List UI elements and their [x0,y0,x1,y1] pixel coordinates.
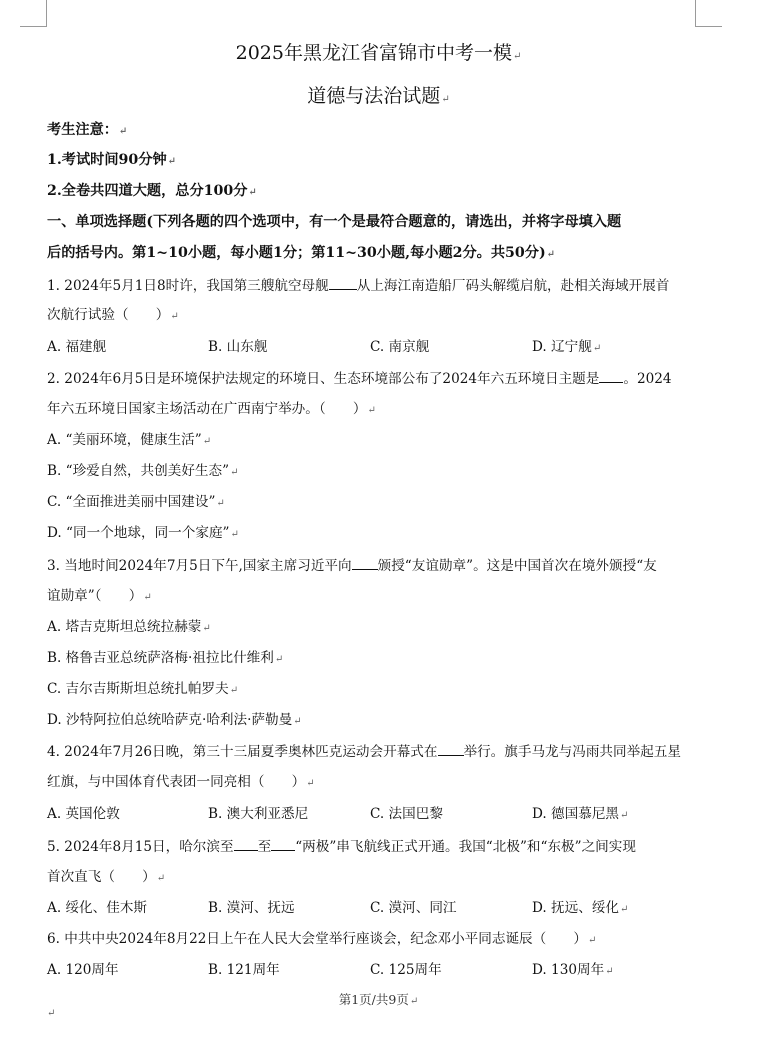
paragraph-mark-icon: ↵ [546,249,556,260]
question-option: A. 福建舰 [47,339,107,355]
paragraph-mark-icon: ↵ [274,654,284,665]
question-option: B. 山东舰 [208,339,268,355]
question-stem: 2. 2024年6月5日是环境保护法规定的环境日、生态环境部公布了2024年六五环境日主题是 。2024 [47,368,672,389]
answer-blank [234,836,258,851]
question-option: D. 辽宁舰↵ [532,339,602,355]
paragraph-mark-icon: ↵ [118,126,128,137]
page-title: 2025年黑龙江省富锦市中考一模↵ [235,42,522,64]
paragraph-mark-icon: ↵ [202,623,211,634]
question-option: A. 英国伦敦 [47,806,120,822]
paragraph-mark-icon: ↵ [409,996,419,1007]
section-instruction: 后的括号内。第1~10小题，每小题1分；第11~30小题,每小题2分。共50分)↵ [47,245,556,261]
question-option: C. 南京舰 [370,339,430,355]
paragraph-mark-icon: ↵ [47,1008,56,1019]
paragraph-mark-icon: ↵ [306,778,315,789]
question-stem: 1. 2024年5月1日8时许，我国第三艘航空母舰 从上海江南造船厂码头解缆启航，赴相关海域开展首 [47,275,669,296]
page-corner-top-right [695,0,722,27]
question-stem: 年六五环境日国家主场活动在广西南宁举办。（ ）↵ [47,401,376,417]
notice-heading: 考生注意：↵ [47,122,128,138]
paragraph-mark-icon: ↵ [441,94,450,105]
paragraph-mark-icon: ↵ [170,311,179,322]
paragraph-mark-icon: ↵ [202,436,212,447]
question-option: C. 125周年 [370,962,442,978]
notice-item: 1.考试时间90分钟↵ [47,152,177,168]
question-option: B. 121周年 [208,962,280,978]
question-stem: 次航行试验（ ）↵ [47,307,179,323]
paragraph-mark-icon: ↵ [230,529,239,540]
paragraph-mark-icon: ↵ [229,685,239,696]
question-option: D. 德国慕尼黑↵ [532,806,629,822]
question-option: C. 法国巴黎 [370,806,443,822]
page-corner-top-left [20,0,47,27]
question-option: A. 绥化、佳木斯 [47,900,148,916]
question-option: D. “同一个地球，同一个家庭”↵ [47,525,239,541]
question-option: A. 120周年 [47,962,119,978]
paragraph-mark-icon: ↵ [248,187,257,198]
question-option: C. “全面推进美丽中国建设”↵ [47,494,225,510]
question-stem: 首次直飞（ ）↵ [47,869,166,885]
paragraph-mark-icon: ↵ [620,904,629,915]
question-option: B. 漠河、抚远 [208,900,295,916]
question-option: C. 吉尔吉斯斯坦总统扎帕罗夫↵ [47,681,239,697]
answer-blank [438,741,464,756]
question-option: D. 沙特阿拉伯总统哈萨克·哈利法·萨勒曼↵ [47,712,302,728]
paragraph-mark-icon: ↵ [167,156,177,167]
answer-blank [352,555,378,570]
paragraph-mark-icon: ↵ [605,966,614,977]
question-option: D. 130周年↵ [532,962,614,978]
section-instruction: 一、单项选择题(下列各题的四个选项中，有一个是最符合题意的，请选出，并将字母填入题 [47,214,622,230]
question-option: B. 格鲁吉亚总统萨洛梅·祖拉比什维利↵ [47,650,284,666]
answer-blank [329,275,357,290]
paragraph-mark-icon: ↵ [512,51,522,62]
paragraph-mark-icon: ↵ [143,592,152,603]
page-subtitle: 道德与法治试题↵ [307,85,450,107]
question-option: B. 澳大利亚悉尼 [208,806,309,822]
paragraph-mark-icon: ↵ [216,498,225,509]
question-option: D. 抚远、绥化↵ [532,900,629,916]
question-option: A. “美丽环境，健康生活”↵ [47,432,212,448]
paragraph-mark-icon: ↵ [588,935,597,946]
question-stem: 6. 中共中央2024年8月22日上午在人民大会堂举行座谈会，纪念邓小平同志诞辰（ ）↵ [47,931,597,947]
paragraph-mark-icon: ↵ [293,716,302,727]
answer-blank [599,368,623,383]
question-stem: 红旗，与中国体育代表团一同亮相（ ）↵ [47,774,315,790]
paragraph-mark-icon: ↵ [592,343,602,354]
question-stem: 5. 2024年8月15日，哈尔滨至 至 “两极”串飞航线正式开通。我国“北极”和“东极”之间实现 [47,836,636,857]
question-option: C. 漠河、同江 [370,900,457,916]
paragraph-mark-icon: ↵ [367,405,376,416]
question-option: A. 塔吉克斯坦总统拉赫蒙↵ [47,619,211,635]
page-footer: 第1页/共9页↵ [338,992,419,1007]
notice-item: 2.全卷共四道大题，总分100分↵ [47,183,257,199]
question-stem: 谊勋章”（ ）↵ [47,588,152,604]
question-option: B. “珍爱自然，共创美好生态”↵ [47,463,239,479]
question-stem: 3. 当地时间2024年7月5日下午,国家主席习近平向 颁授“友谊勋章”。这是中国首次在境外颁授“友 [47,555,657,576]
paragraph-mark-icon: ↵ [230,467,239,478]
question-stem: 4. 2024年7月26日晚，第三十三届夏季奥林匹克运动会开幕式在 举行。旗手马龙与冯雨共同举起五星 [47,741,681,762]
paragraph-mark-icon: ↵ [156,873,166,884]
answer-blank [271,836,295,851]
paragraph-mark-icon: ↵ [620,810,629,821]
